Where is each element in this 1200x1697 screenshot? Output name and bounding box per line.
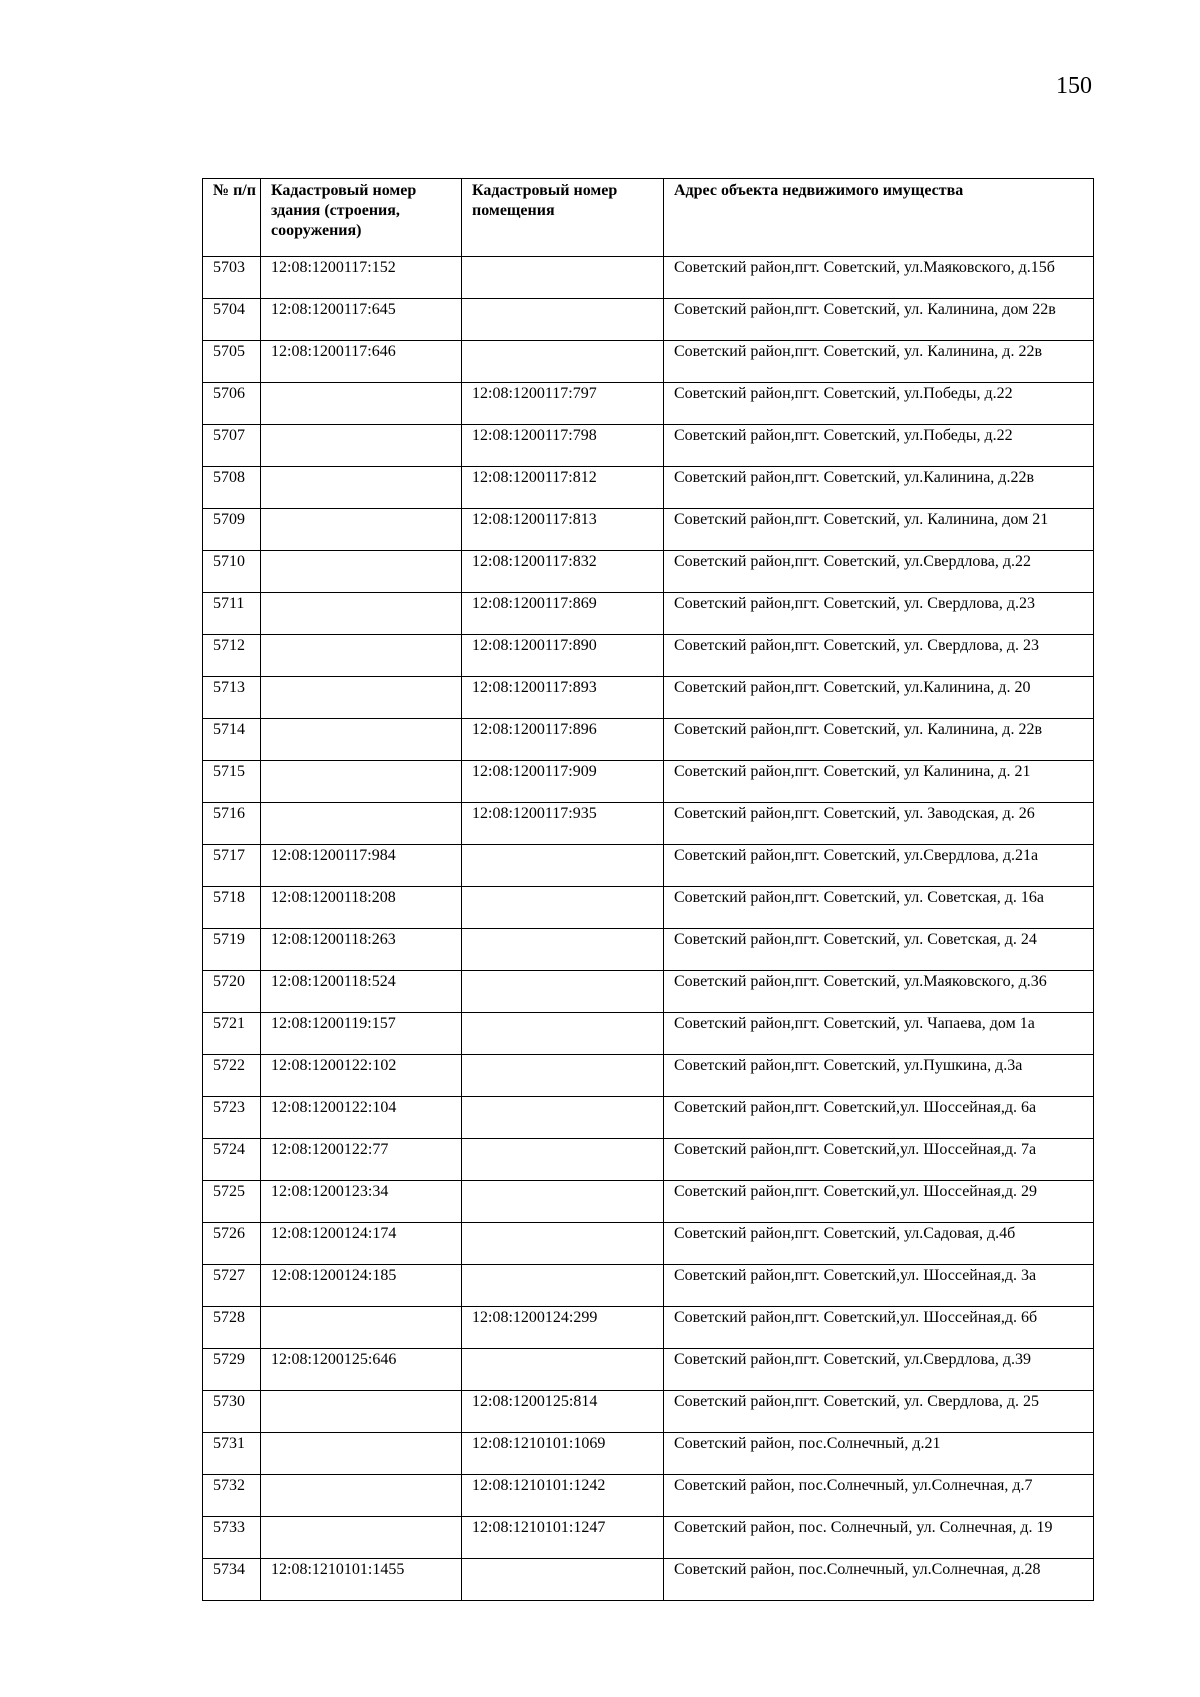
- row-number: 5713: [203, 677, 261, 719]
- row-number: 5706: [203, 383, 261, 425]
- property-address: Советский район, пос.Солнечный, ул.Солнечная, д.28: [664, 1559, 1094, 1601]
- building-cadastral-number: 12:08:1200118:524: [261, 971, 462, 1013]
- row-number: 5728: [203, 1307, 261, 1349]
- table-row: [203, 1559, 1094, 1601]
- row-number: 5724: [203, 1139, 261, 1181]
- table-row: [203, 257, 1094, 299]
- building-cadastral-number: [261, 635, 462, 677]
- property-address: Советский район,пгт. Советский, ул. Калинина, д. 22в: [664, 719, 1094, 761]
- table-row: [203, 719, 1094, 761]
- property-address: Советский район,пгт. Советский, ул.Калинина, д. 20: [664, 677, 1094, 719]
- room-cadastral-number: 12:08:1210101:1242: [462, 1475, 664, 1517]
- table-row: [203, 1223, 1094, 1265]
- table-row: [203, 1349, 1094, 1391]
- row-number: 5708: [203, 467, 261, 509]
- row-number: 5707: [203, 425, 261, 467]
- table-row: [203, 1097, 1094, 1139]
- room-cadastral-number: 12:08:1200117:813: [462, 509, 664, 551]
- room-cadastral-number: 12:08:1210101:1247: [462, 1517, 664, 1559]
- property-address: Советский район,пгт. Советский, ул. Свердлова, д. 25: [664, 1391, 1094, 1433]
- property-address: Советский район,пгт. Советский, ул.Победы, д.22: [664, 425, 1094, 467]
- room-cadastral-number: [462, 971, 664, 1013]
- property-address: Советский район,пгт. Советский, ул.Свердлова, д.39: [664, 1349, 1094, 1391]
- property-address: Советский район, пос.Солнечный, д.21: [664, 1433, 1094, 1475]
- building-cadastral-number: [261, 803, 462, 845]
- row-number: 5731: [203, 1433, 261, 1475]
- building-cadastral-number: [261, 593, 462, 635]
- building-cadastral-number: 12:08:1200118:208: [261, 887, 462, 929]
- table-row: [203, 1433, 1094, 1475]
- property-address: Советский район,пгт. Советский, ул.Калинина, д.22в: [664, 467, 1094, 509]
- row-number: 5725: [203, 1181, 261, 1223]
- property-address: Советский район,пгт. Советский, ул.Свердлова, д.22: [664, 551, 1094, 593]
- building-cadastral-number: [261, 677, 462, 719]
- property-address: Советский район,пгт. Советский, ул. Калинина, дом 22в: [664, 299, 1094, 341]
- property-address: Советский район,пгт. Советский, ул.Победы, д.22: [664, 383, 1094, 425]
- row-number: 5710: [203, 551, 261, 593]
- table-row: [203, 677, 1094, 719]
- table-row: [203, 299, 1094, 341]
- building-cadastral-number: [261, 1391, 462, 1433]
- table-row: [203, 467, 1094, 509]
- room-cadastral-number: 12:08:1200125:814: [462, 1391, 664, 1433]
- row-number: 5714: [203, 719, 261, 761]
- property-address: Советский район, пос.Солнечный, ул.Солнечная, д.7: [664, 1475, 1094, 1517]
- row-number: 5734: [203, 1559, 261, 1601]
- table-row: [203, 341, 1094, 383]
- row-number: 5730: [203, 1391, 261, 1433]
- property-address: Советский район,пгт. Советский,ул. Шоссейная,д. 3а: [664, 1265, 1094, 1307]
- building-cadastral-number: [261, 551, 462, 593]
- row-number: 5703: [203, 257, 261, 299]
- table-row: [203, 509, 1094, 551]
- building-cadastral-number: 12:08:1200119:157: [261, 1013, 462, 1055]
- room-cadastral-number: [462, 1097, 664, 1139]
- room-cadastral-number: [462, 887, 664, 929]
- table-row: [203, 1013, 1094, 1055]
- room-cadastral-number: [462, 1013, 664, 1055]
- table-row: [203, 1055, 1094, 1097]
- room-cadastral-number: [462, 257, 664, 299]
- room-cadastral-number: 12:08:1200117:896: [462, 719, 664, 761]
- property-address: Советский район,пгт. Советский, ул. Свердлова, д. 23: [664, 635, 1094, 677]
- room-cadastral-number: 12:08:1210101:1069: [462, 1433, 664, 1475]
- building-cadastral-number: 12:08:1200124:185: [261, 1265, 462, 1307]
- property-address: Советский район,пгт. Советский, ул. Чапаева, дом 1а: [664, 1013, 1094, 1055]
- building-cadastral-number: 12:08:1200117:984: [261, 845, 462, 887]
- building-cadastral-number: 12:08:1200122:77: [261, 1139, 462, 1181]
- row-number: 5716: [203, 803, 261, 845]
- building-cadastral-number: [261, 761, 462, 803]
- row-number: 5733: [203, 1517, 261, 1559]
- row-number: 5712: [203, 635, 261, 677]
- table-header-row: [203, 179, 1094, 257]
- table-row: [203, 1391, 1094, 1433]
- table-row: [203, 383, 1094, 425]
- property-address: Советский район,пгт. Советский,ул. Шоссейная,д. 6б: [664, 1307, 1094, 1349]
- table-row: [203, 761, 1094, 803]
- building-cadastral-number: [261, 383, 462, 425]
- property-address: Советский район,пгт. Советский, ул. Заводская, д. 26: [664, 803, 1094, 845]
- building-cadastral-number: [261, 1433, 462, 1475]
- building-cadastral-number: 12:08:1200117:646: [261, 341, 462, 383]
- row-number: 5722: [203, 1055, 261, 1097]
- property-address: Советский район,пгт. Советский, ул.Пушкина, д.3а: [664, 1055, 1094, 1097]
- table-row: [203, 887, 1094, 929]
- building-cadastral-number: 12:08:1200118:263: [261, 929, 462, 971]
- header-address: Адрес объекта недвижимого имущества: [664, 179, 1094, 257]
- building-cadastral-number: [261, 425, 462, 467]
- row-number: 5709: [203, 509, 261, 551]
- property-address: Советский район,пгт. Советский, ул. Калинина, дом 21: [664, 509, 1094, 551]
- row-number: 5719: [203, 929, 261, 971]
- room-cadastral-number: [462, 1559, 664, 1601]
- table-row: [203, 845, 1094, 887]
- room-cadastral-number: [462, 1139, 664, 1181]
- building-cadastral-number: 12:08:1200122:102: [261, 1055, 462, 1097]
- building-cadastral-number: [261, 1307, 462, 1349]
- row-number: 5727: [203, 1265, 261, 1307]
- room-cadastral-number: [462, 1055, 664, 1097]
- room-cadastral-number: 12:08:1200117:890: [462, 635, 664, 677]
- table-row: [203, 425, 1094, 467]
- building-cadastral-number: 12:08:1200122:104: [261, 1097, 462, 1139]
- table-row: [203, 1181, 1094, 1223]
- property-address: Советский район,пгт. Советский, ул. Свердлова, д.23: [664, 593, 1094, 635]
- room-cadastral-number: [462, 1265, 664, 1307]
- table-body: [203, 257, 1094, 1601]
- table-row: [203, 1307, 1094, 1349]
- room-cadastral-number: [462, 1223, 664, 1265]
- table-row: [203, 1517, 1094, 1559]
- page-number: 150: [1056, 73, 1092, 99]
- building-cadastral-number: 12:08:1200117:152: [261, 257, 462, 299]
- row-number: 5726: [203, 1223, 261, 1265]
- property-address: Советский район,пгт. Советский, ул.Садовая, д.4б: [664, 1223, 1094, 1265]
- building-cadastral-number: [261, 509, 462, 551]
- building-cadastral-number: [261, 1475, 462, 1517]
- room-cadastral-number: 12:08:1200117:812: [462, 467, 664, 509]
- building-cadastral-number: 12:08:1200117:645: [261, 299, 462, 341]
- property-address: Советский район,пгт. Советский, ул.Маяковского, д.15б: [664, 257, 1094, 299]
- property-address: Советский район,пгт. Советский, ул.Маяковского, д.36: [664, 971, 1094, 1013]
- property-address: Советский район,пгт. Советский, ул.Свердлова, д.21а: [664, 845, 1094, 887]
- row-number: 5715: [203, 761, 261, 803]
- row-number: 5723: [203, 1097, 261, 1139]
- row-number: 5717: [203, 845, 261, 887]
- property-address: Советский район,пгт. Советский,ул. Шоссейная,д. 7а: [664, 1139, 1094, 1181]
- room-cadastral-number: 12:08:1200117:893: [462, 677, 664, 719]
- room-cadastral-number: 12:08:1200117:832: [462, 551, 664, 593]
- building-cadastral-number: [261, 1517, 462, 1559]
- row-number: 5732: [203, 1475, 261, 1517]
- table-row: [203, 635, 1094, 677]
- header-num: № п/п: [203, 179, 261, 257]
- room-cadastral-number: 12:08:1200117:935: [462, 803, 664, 845]
- room-cadastral-number: 12:08:1200124:299: [462, 1307, 664, 1349]
- header-room-cadastral: Кадастровый номер помещения: [462, 179, 664, 257]
- property-address: Советский район,пгт. Советский, ул. Советская, д. 16а: [664, 887, 1094, 929]
- room-cadastral-number: 12:08:1200117:798: [462, 425, 664, 467]
- table-row: [203, 593, 1094, 635]
- property-address: Советский район, пос. Солнечный, ул. Солнечная, д. 19: [664, 1517, 1094, 1559]
- building-cadastral-number: [261, 719, 462, 761]
- property-address: Советский район,пгт. Советский,ул. Шоссейная,д. 6а: [664, 1097, 1094, 1139]
- table-row: [203, 971, 1094, 1013]
- property-registry-table: [202, 178, 1094, 1601]
- row-number: 5729: [203, 1349, 261, 1391]
- table-row: [203, 551, 1094, 593]
- building-cadastral-number: 12:08:1200124:174: [261, 1223, 462, 1265]
- property-address: Советский район,пгт. Советский, ул. Советская, д. 24: [664, 929, 1094, 971]
- room-cadastral-number: [462, 299, 664, 341]
- table-row: [203, 929, 1094, 971]
- room-cadastral-number: [462, 1181, 664, 1223]
- room-cadastral-number: 12:08:1200117:797: [462, 383, 664, 425]
- row-number: 5711: [203, 593, 261, 635]
- table-row: [203, 1265, 1094, 1307]
- row-number: 5718: [203, 887, 261, 929]
- table-row: [203, 1475, 1094, 1517]
- room-cadastral-number: 12:08:1200117:869: [462, 593, 664, 635]
- property-address: Советский район,пгт. Советский, ул. Калинина, д. 22в: [664, 341, 1094, 383]
- property-address: Советский район,пгт. Советский,ул. Шоссейная,д. 29: [664, 1181, 1094, 1223]
- table-row: [203, 1139, 1094, 1181]
- building-cadastral-number: 12:08:1200125:646: [261, 1349, 462, 1391]
- room-cadastral-number: [462, 845, 664, 887]
- building-cadastral-number: 12:08:1210101:1455: [261, 1559, 462, 1601]
- property-address: Советский район,пгт. Советский, ул Калинина, д. 21: [664, 761, 1094, 803]
- table-row: [203, 803, 1094, 845]
- row-number: 5721: [203, 1013, 261, 1055]
- room-cadastral-number: 12:08:1200117:909: [462, 761, 664, 803]
- header-building-cadastral: Кадастровый номер здания (строения, сооружения): [261, 179, 462, 257]
- room-cadastral-number: [462, 929, 664, 971]
- row-number: 5704: [203, 299, 261, 341]
- row-number: 5705: [203, 341, 261, 383]
- room-cadastral-number: [462, 341, 664, 383]
- room-cadastral-number: [462, 1349, 664, 1391]
- row-number: 5720: [203, 971, 261, 1013]
- building-cadastral-number: 12:08:1200123:34: [261, 1181, 462, 1223]
- building-cadastral-number: [261, 467, 462, 509]
